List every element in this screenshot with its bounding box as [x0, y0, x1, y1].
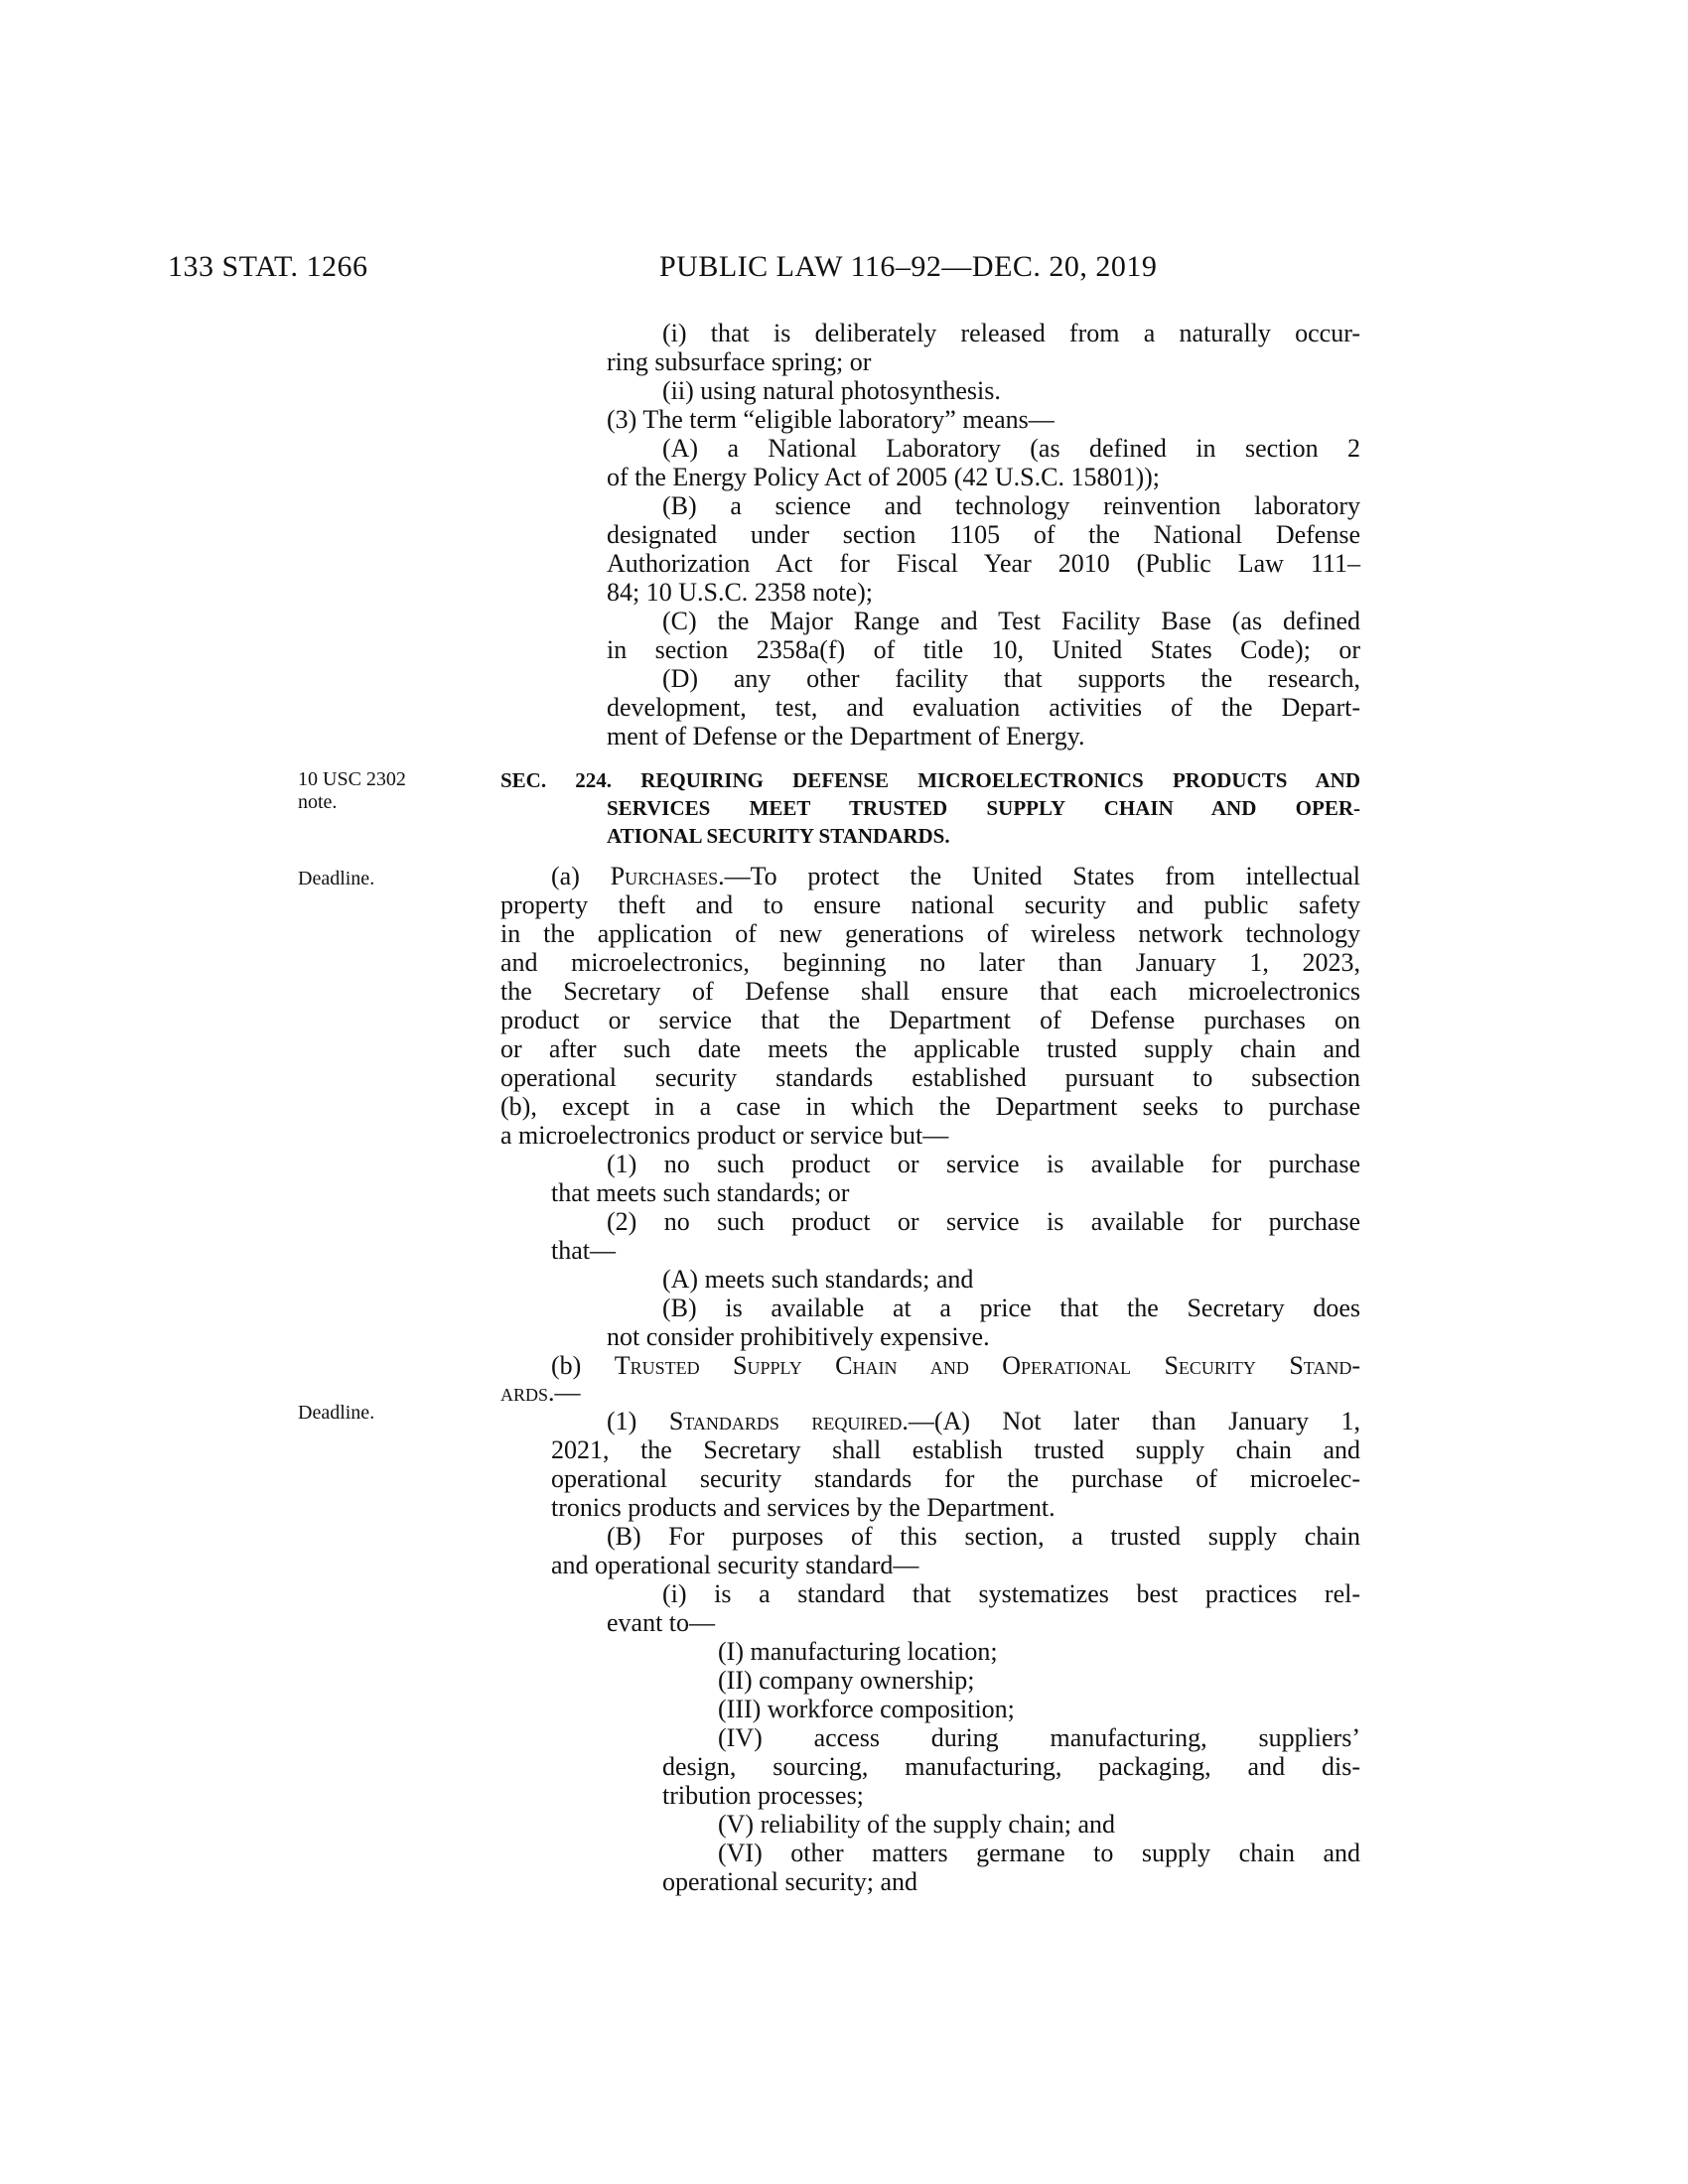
text-line: or after such date meets the applicable trusted supply chain and: [500, 1034, 1360, 1063]
text-line: (ii) using natural photosynthesis.: [662, 376, 1001, 405]
text-line: in section 2358a(f) of title 10, United States Code); or: [607, 635, 1360, 664]
margin-note-usc: 10 USC 2302: [298, 768, 406, 790]
subsection-a-heading: (a) Purchases.—To protect the United States from intellectual: [551, 862, 1360, 890]
text-line: 2021, the Secretary shall establish trusted supply chain and: [551, 1435, 1360, 1464]
text-line: operational security; and: [662, 1867, 918, 1896]
text-line: a microelectronics product or service but—: [500, 1121, 949, 1150]
text-line: design, sourcing, manufacturing, packaging, and dis-: [662, 1752, 1360, 1781]
section-heading: ATIONAL SECURITY STANDARDS.: [607, 824, 950, 848]
section-heading: SEC. 224. REQUIRING DEFENSE MICROELECTRONICS PRODUCTS AND: [500, 768, 1360, 792]
margin-note-deadline: Deadline.: [298, 868, 375, 889]
text-line: ment of Defense or the Department of Energy.: [607, 722, 1085, 751]
text-line: Authorization Act for Fiscal Year 2010 (Public Law 111–: [607, 549, 1360, 578]
text-line: (I) manufacturing location;: [718, 1637, 998, 1666]
text-line: (D) any other facility that supports the research,: [662, 664, 1360, 693]
margin-note-deadline: Deadline.: [298, 1402, 375, 1424]
text-line: (b), except in a case in which the Department seeks to purchase: [500, 1092, 1360, 1121]
text-line: the Secretary of Defense shall ensure that each microelectronics: [500, 977, 1360, 1006]
text-line: (IV) access during manufacturing, suppliers’: [718, 1723, 1360, 1752]
text-line: operational security standards established pursuant to subsection: [500, 1063, 1360, 1092]
text-line: that—: [551, 1236, 616, 1265]
text-line: (V) reliability of the supply chain; and: [718, 1810, 1116, 1839]
text-line: ring subsurface spring; or: [607, 347, 872, 376]
page-header-title: PUBLIC LAW 116–92—DEC. 20, 2019: [659, 250, 1158, 283]
paragraph-1-heading: (1) Standards required.—(A) Not later than January 1,: [607, 1407, 1360, 1435]
text-line: (A) a National Laboratory (as defined in section 2: [662, 434, 1360, 463]
text-line: of the Energy Policy Act of 2005 (42 U.S.C. 15801));: [607, 463, 1161, 491]
text-line: development, test, and evaluation activities of the Depart-: [607, 693, 1360, 722]
text-line: (B) a science and technology reinvention laboratory: [662, 491, 1360, 520]
text-line: (2) no such product or service is available for purchase: [607, 1207, 1360, 1236]
text-line: tronics products and services by the Department.: [551, 1493, 1055, 1522]
text-line: (i) that is deliberately released from a naturally occur-: [662, 319, 1360, 347]
text-line: (B) For purposes of this section, a trusted supply chain: [607, 1522, 1360, 1551]
text-line: (C) the Major Range and Test Facility Base (as defined: [662, 607, 1360, 635]
text-line: property theft and to ensure national security and public safety: [500, 890, 1360, 919]
text-line: and operational security standard—: [551, 1551, 919, 1579]
subsection-b-heading-cont: ards.—: [500, 1378, 581, 1407]
text-line: (1) no such product or service is available for purchase: [607, 1150, 1360, 1178]
text-line: (B) is available at a price that the Secretary does: [662, 1294, 1360, 1322]
text-line: (3) The term “eligible laboratory” means—: [607, 405, 1055, 434]
page-stat-number: 133 STAT. 1266: [168, 250, 368, 283]
text-line: product or service that the Department of Defense purchases on: [500, 1006, 1360, 1034]
text-line: (II) company ownership;: [718, 1666, 975, 1695]
text-line: (VI) other matters germane to supply chain and: [718, 1839, 1360, 1867]
text-line: designated under section 1105 of the National Defense: [607, 520, 1360, 549]
text-line: and microelectronics, beginning no later than January 1, 2023,: [500, 948, 1360, 977]
text-line: tribution processes;: [662, 1781, 864, 1810]
text-line: (i) is a standard that systematizes best practices rel-: [662, 1579, 1360, 1608]
text-line: (III) workforce composition;: [718, 1695, 1015, 1723]
text-line: evant to—: [607, 1608, 716, 1637]
text-line: (A) meets such standards; and: [662, 1265, 974, 1294]
section-heading: SERVICES MEET TRUSTED SUPPLY CHAIN AND OPER-: [607, 796, 1360, 820]
subsection-b-heading: (b) Trusted Supply Chain and Operational Security Stand-: [551, 1351, 1360, 1380]
text-line: 84; 10 U.S.C. 2358 note);: [607, 578, 873, 607]
margin-note-usc-note: note.: [298, 791, 338, 813]
text-line: operational security standards for the purchase of microelec-: [551, 1464, 1360, 1493]
text-line: not consider prohibitively expensive.: [607, 1322, 990, 1351]
text-line: in the application of new generations of wireless network technology: [500, 919, 1360, 948]
text-line: that meets such standards; or: [551, 1178, 850, 1207]
